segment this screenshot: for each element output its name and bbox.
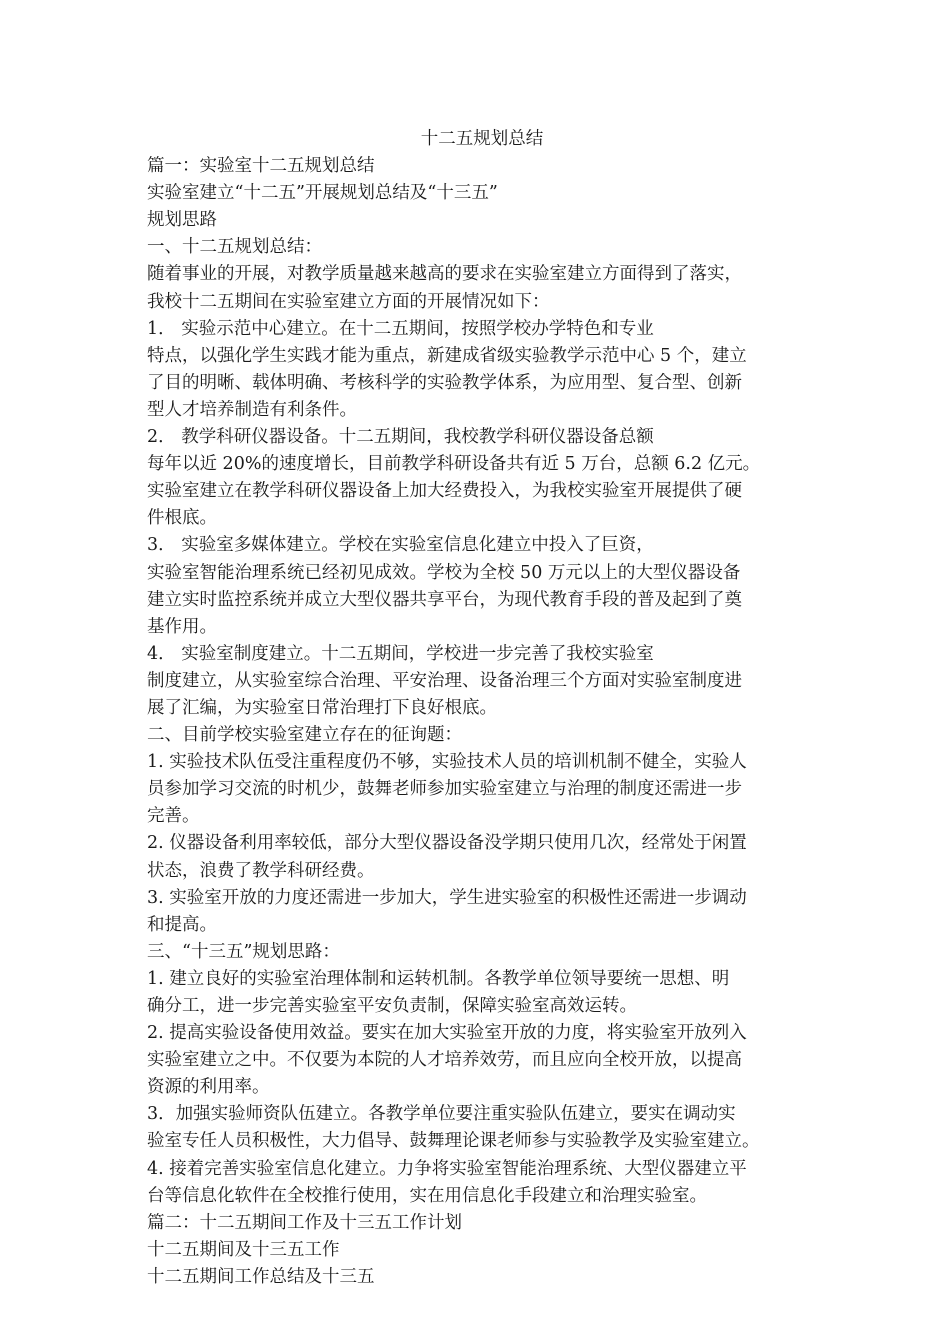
text-line: 完善。 xyxy=(147,806,200,827)
text-line: 2． 教学科研仪器设备。十二五期间，我校教学科研仪器设备总额 xyxy=(147,427,654,448)
text-line: 验室专任人员积极性，大力倡导、鼓舞理论课老师参与实验教学及实验室建立。 xyxy=(147,1131,760,1152)
text-line: 规划思路 xyxy=(147,210,217,231)
text-line: 确分工，进一步完善实验室平安负责制，保障实验室高效运转。 xyxy=(147,996,637,1016)
text-line: 3. 实验室开放的力度还需进一步加大，学生进实验室的积极性还需进一步调动 xyxy=(147,887,747,908)
text-line: 1. 实验技术队伍受注重程度仍不够，实验技术人员的培训机制不健全，实验人 xyxy=(147,752,747,773)
text-line: 随着事业的开展，对教学质量越来越高的要求在实验室建立方面得到了落实， xyxy=(147,264,742,285)
text-line: 和提高。 xyxy=(147,914,217,935)
document-text xyxy=(147,153,817,1291)
text-line: 资源的利用率。 xyxy=(147,1077,270,1098)
text-line: 1. 建立良好的实验室治理体制和运转机制。各教学单位领导要统一思想、明 xyxy=(147,968,730,989)
text-line: 1． 实验示范中心建立。在十二五期间，按照学校办学特色和专业 xyxy=(147,318,654,339)
text-line: 型人才培养制造有利条件。 xyxy=(147,399,357,420)
text-line: 实验室建立之中。不仅要为本院的人才培养效劳，而且应向全校开放，以提高 xyxy=(147,1050,742,1071)
text-line: 建立实时监控系统并成立大型仪器共享平台，为现代教育手段的普及起到了奠 xyxy=(147,589,742,610)
text-line: 篇一：实验室十二五规划总结 xyxy=(147,156,375,177)
text-line: 4. 接着完善实验室信息化建立。力争将实验室智能治理系统、大型仪器建立平 xyxy=(147,1158,747,1179)
text-line: 实验室智能治理系统已经初见成效。学校为全校 50 万元以上的大型仪器设备 xyxy=(147,562,741,583)
text-line: 2. 提高实验设备使用效益。要实在加大实验室开放的力度，将实验室开放列入 xyxy=(147,1023,747,1044)
text-line: 三、“十三五”规划思路： xyxy=(147,941,340,962)
text-line: 十二五期间及十三五工作 xyxy=(147,1239,340,1260)
text-line: 篇二：十二五期间工作及十三五工作计划 xyxy=(147,1212,462,1233)
text-line: 件根底。 xyxy=(147,508,217,529)
text-line: 基作用。 xyxy=(147,616,217,637)
text-line: 十二五期间工作总结及十三五 xyxy=(147,1266,375,1287)
text-line: 3．加强实验师资队伍建立。各教学单位要注重实验队伍建立，要实在调动实 xyxy=(147,1104,736,1125)
text-line: 特点，以强化学生实践才能为重点，新建成省级实验教学示范中心 5 个，建立 xyxy=(147,345,747,366)
text-line: 我校十二五期间在实验室建立方面的开展情况如下： xyxy=(147,291,550,312)
text-line: 台等信息化软件在全校推行使用，实在用信息化手段建立和治理实验室。 xyxy=(147,1185,707,1206)
text-line: 4． 实验室制度建立。十二五期间，学校进一步完善了我校实验室 xyxy=(147,643,654,664)
text-line: 实验室建立在教学科研仪器设备上加大经费投入，为我校实验室开展提供了硬 xyxy=(147,481,742,502)
text-line: 员参加学习交流的时机少，鼓舞老师参加实验室建立与治理的制度还需进一步 xyxy=(147,779,742,800)
document-title: 十二五规划总结 xyxy=(420,129,544,149)
text-line: 状态，浪费了教学科研经费。 xyxy=(147,860,375,881)
text-line: 一、十二五规划总结： xyxy=(147,237,322,258)
text-line: 展了汇编，为实验室日常治理打下良好根底。 xyxy=(147,697,497,718)
text-line: 二、目前学校实验室建立存在的征询题： xyxy=(147,725,462,746)
text-line: 3． 实验室多媒体建立。学校在实验室信息化建立中投入了巨资， xyxy=(147,535,654,556)
text-line: 实验室建立“十二五”开展规划总结及“十三五” xyxy=(147,183,498,204)
text-line: 每年以近 20%的速度增长，目前教学科研设备共有近 5 万台，总额 6.2 亿元。 xyxy=(147,454,761,475)
text-line: 2. 仪器设备利用率较低，部分大型仪器设备没学期只使用几次，经常处于闲置 xyxy=(147,833,747,854)
text-line: 了目的明晰、载体明确、考核科学的实验教学体系，为应用型、复合型、创新 xyxy=(147,372,742,393)
document-body xyxy=(147,126,817,1291)
text-line: 制度建立，从实验室综合治理、平安治理、设备治理三个方面对实验室制度进 xyxy=(147,670,742,691)
